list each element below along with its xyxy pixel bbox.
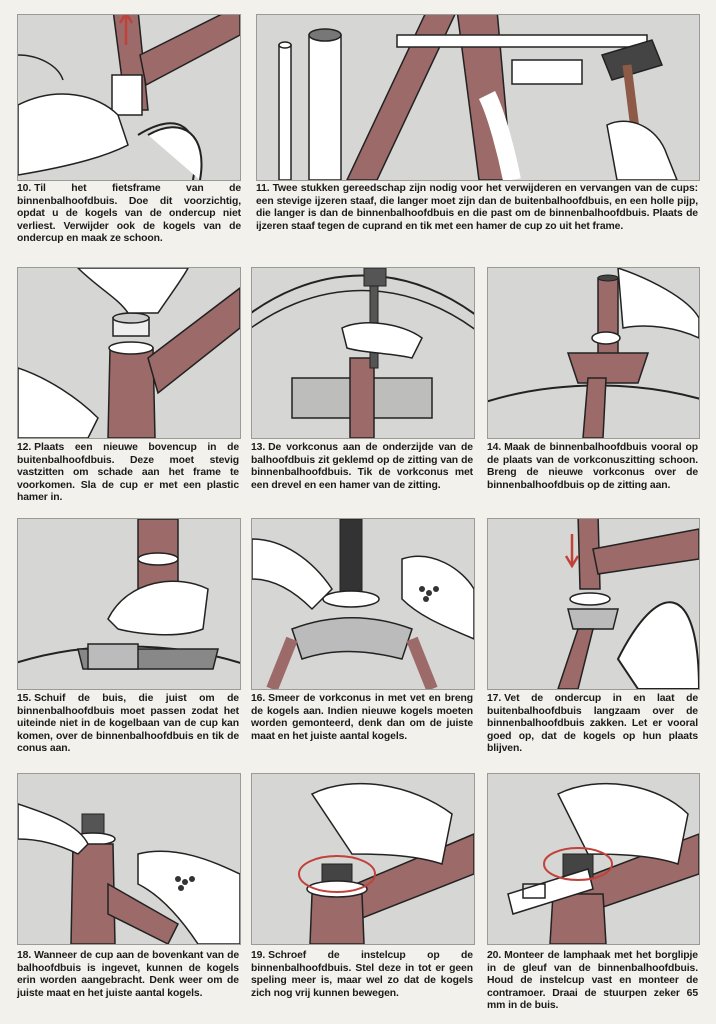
step-caption-20: [487, 950, 698, 1013]
step-number: 20.: [487, 950, 502, 961]
illustration-step-14: [487, 267, 700, 439]
step-number: 13.: [251, 442, 266, 453]
step-text: Plaats een nieuwe bovencup in de buitenbalhoofdbuis. Deze moet stevig vastzitten om schade aan het frame te voorkomen. Sla de cup er met een plastic hamer in.: [17, 442, 239, 504]
step-number: 16.: [251, 693, 266, 704]
step-text: Til het fietsframe van de binnenbalhoofdbuis. Doe dit voorzichtig, opdat u de kogels van de ondercup niet verliest. Verwijder ook de kogels van de ondercup en maak ze schoon.: [17, 183, 241, 245]
illustration-step-10: [17, 14, 241, 181]
lamp-bracket-drawing: [488, 774, 699, 944]
fork-cone-drawing: [488, 268, 699, 438]
illustration-step-16: [251, 518, 475, 690]
step-caption-13: [251, 442, 473, 492]
step-text: Twee stukken gereedschap zijn nodig voor het verwijderen en vervangen van de cups: een stevige ijzeren staaf, die langer moet zijn dan de buitenbalhoofdbuis, en een holle pijp, die langer is dan de binnenbalhoofdbuis en die past om de binnenbalhoofdbuis. Plaats de ijzeren staaf tegen de cuprand en tik met een hamer de cup zo uit het frame.: [256, 183, 698, 232]
step-caption-18: [17, 950, 239, 1000]
illustration-step-12: [17, 267, 241, 439]
tools-hammer-drawing: [257, 15, 699, 180]
adjust-cup-drawing: [252, 774, 474, 944]
step-text: Smeer de vorkconus in met vet en breng de kogels aan. Indien nieuwe kogels moeten worden gemonteerd, denk dan om de juiste maat en het juiste aantal kogels.: [251, 693, 473, 742]
step-text: Monteer de lamphaak met het borglipje in de gleuf van de binnenbalhoofdbuis. Houd de instelcup vast en monteer de contramoer. Draai de stuurpen zeker 65 mm in de buis.: [487, 950, 698, 1012]
step-caption-14: [487, 442, 698, 492]
step-text: Schroef de instelcup op de binnenbalhoofdbuis. Stel deze in tot er geen speling meer is, maar wel zo dat de kogels zich nog vrij kunnen bewegen.: [251, 950, 473, 999]
lower-frame-drawing: [488, 519, 699, 689]
top-cup-balls-drawing: [18, 774, 240, 944]
frame-lift-drawing: [18, 15, 240, 180]
illustration-step-18: [17, 773, 241, 945]
step-caption-10: [17, 183, 241, 246]
step-text: Schuif de buis, die juist om de binnenbalhoofdbuis moet passen zodat het uiteinde niet in de kogelbaan van de cup kan komen, over de binnenbalhoofdbuis en tik de conus aan.: [17, 693, 239, 755]
illustration-step-11: [256, 14, 700, 181]
step-caption-15: [17, 693, 239, 756]
step-number: 12.: [17, 442, 32, 453]
new-cup-drawing: [18, 268, 240, 438]
illustration-step-17: [487, 518, 700, 690]
step-number: 10.: [17, 183, 32, 194]
step-number: 14.: [487, 442, 502, 453]
step-caption-12: [17, 442, 239, 505]
step-number: 17.: [487, 693, 502, 704]
illustration-step-20: [487, 773, 700, 945]
step-number: 19.: [251, 950, 266, 961]
illustration-step-19: [251, 773, 475, 945]
step-number: 15.: [17, 693, 32, 704]
step-text: Vet de ondercup in en laat de buitenbalhoofdbuis langzaam over de binnenbalhoofdbuis zakken. Let er vooral goed op, dat de kogels op hun plaats blijven.: [487, 693, 698, 755]
step-caption-19: [251, 950, 473, 1000]
tube-slide-drawing: [18, 519, 240, 689]
step-caption-11: [256, 183, 698, 233]
step-number: 11.: [256, 183, 270, 194]
step-caption-17: [487, 693, 698, 756]
drift-punch-drawing: [252, 268, 474, 438]
step-text: Maak de binnenbalhoofdbuis vooral op de plaats van de vorkconuszitting schoon. Breng de nieuwe vorkconus over de binnenbalhoofdbuis op de zitting aan.: [487, 442, 698, 491]
step-text: De vorkconus aan de onderzijde van de balhoofdbuis zit geklemd op de zitting van de binnenbalhoofdbuis. Tik de vorkconus met een drevel en een hamer van de zitting.: [251, 442, 473, 491]
step-number: 18.: [17, 950, 32, 961]
illustration-step-15: [17, 518, 241, 690]
step-caption-16: [251, 693, 473, 743]
step-text: Wanneer de cup aan de bovenkant van de balhoofdbuis is ingevet, kunnen de kogels erin worden aangebracht. Denk weer om de juiste maat en het juiste aantal kogels.: [17, 950, 239, 999]
illustration-step-13: [251, 267, 475, 439]
grease-balls-drawing: [252, 519, 474, 689]
